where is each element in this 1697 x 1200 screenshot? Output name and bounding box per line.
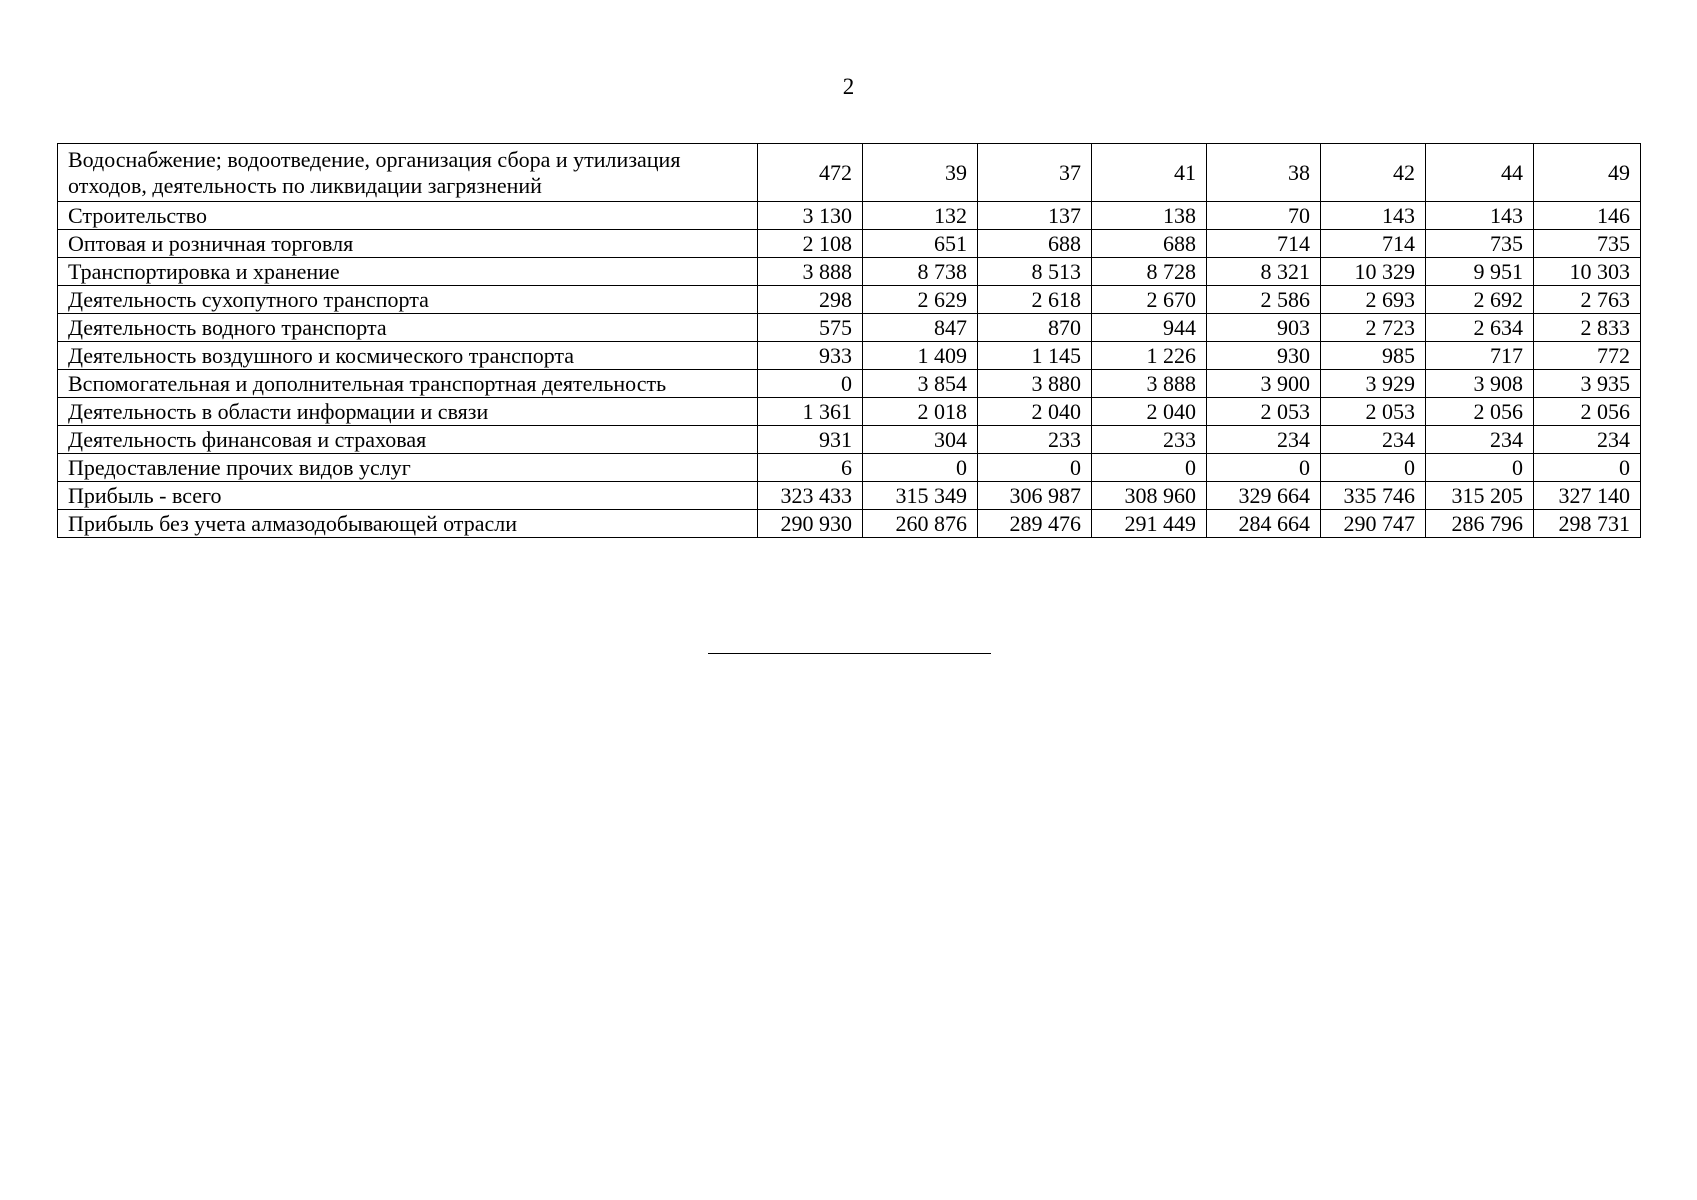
value-cell: 38 [1207, 144, 1321, 202]
table-row [58, 314, 1641, 342]
value-cell: 772 [1534, 342, 1641, 370]
value-cell: 0 [1534, 454, 1641, 482]
value-cell: 146 [1534, 202, 1641, 230]
row-label: Прибыль без учета алмазодобывающей отрасли [58, 510, 758, 538]
table-row [58, 202, 1641, 230]
value-cell: 298 731 [1534, 510, 1641, 538]
value-cell: 234 [1321, 426, 1426, 454]
row-label: Деятельность водного транспорта [58, 314, 758, 342]
value-cell: 930 [1207, 342, 1321, 370]
value-cell: 143 [1426, 202, 1534, 230]
value-cell: 233 [1092, 426, 1207, 454]
table-row [58, 398, 1641, 426]
value-cell: 335 746 [1321, 482, 1426, 510]
value-cell: 138 [1092, 202, 1207, 230]
value-cell: 1 226 [1092, 342, 1207, 370]
value-cell: 3 908 [1426, 370, 1534, 398]
value-cell: 2 634 [1426, 314, 1534, 342]
value-cell: 0 [1321, 454, 1426, 482]
value-cell: 735 [1426, 230, 1534, 258]
value-cell: 6 [758, 454, 863, 482]
row-label: Предоставление прочих видов услуг [58, 454, 758, 482]
row-label: Деятельность сухопутного транспорта [58, 286, 758, 314]
value-cell: 329 664 [1207, 482, 1321, 510]
value-cell: 3 888 [758, 258, 863, 286]
value-cell: 49 [1534, 144, 1641, 202]
value-cell: 3 929 [1321, 370, 1426, 398]
table-row [58, 482, 1641, 510]
row-label: Транспортировка и хранение [58, 258, 758, 286]
value-cell: 575 [758, 314, 863, 342]
value-cell: 8 513 [978, 258, 1092, 286]
value-cell: 8 738 [863, 258, 978, 286]
row-label: Деятельность воздушного и космического транспорта [58, 342, 758, 370]
value-cell: 70 [1207, 202, 1321, 230]
value-cell: 2 586 [1207, 286, 1321, 314]
value-cell: 10 303 [1534, 258, 1641, 286]
value-cell: 304 [863, 426, 978, 454]
value-cell: 1 409 [863, 342, 978, 370]
table-row [58, 454, 1641, 482]
value-cell: 903 [1207, 314, 1321, 342]
value-cell: 234 [1207, 426, 1321, 454]
value-cell: 290 930 [758, 510, 863, 538]
value-cell: 931 [758, 426, 863, 454]
value-cell: 688 [1092, 230, 1207, 258]
value-cell: 933 [758, 342, 863, 370]
value-cell: 2 692 [1426, 286, 1534, 314]
value-cell: 2 763 [1534, 286, 1641, 314]
value-cell: 291 449 [1092, 510, 1207, 538]
value-cell: 233 [978, 426, 1092, 454]
value-cell: 714 [1321, 230, 1426, 258]
value-cell: 3 854 [863, 370, 978, 398]
value-cell: 10 329 [1321, 258, 1426, 286]
table-row [58, 510, 1641, 538]
value-cell: 315 205 [1426, 482, 1534, 510]
value-cell: 8 728 [1092, 258, 1207, 286]
row-label: Вспомогательная и дополнительная транспортная деятельность [58, 370, 758, 398]
value-cell: 2 056 [1426, 398, 1534, 426]
value-cell: 0 [863, 454, 978, 482]
value-cell: 234 [1426, 426, 1534, 454]
value-cell: 41 [1092, 144, 1207, 202]
row-label: Деятельность в области информации и связи [58, 398, 758, 426]
value-cell: 2 108 [758, 230, 863, 258]
value-cell: 1 361 [758, 398, 863, 426]
row-label: Оптовая и розничная торговля [58, 230, 758, 258]
value-cell: 2 723 [1321, 314, 1426, 342]
value-cell: 2 693 [1321, 286, 1426, 314]
value-cell: 44 [1426, 144, 1534, 202]
value-cell: 714 [1207, 230, 1321, 258]
value-cell: 132 [863, 202, 978, 230]
value-cell: 284 664 [1207, 510, 1321, 538]
value-cell: 0 [978, 454, 1092, 482]
value-cell: 651 [863, 230, 978, 258]
value-cell: 2 670 [1092, 286, 1207, 314]
table-row [58, 258, 1641, 286]
row-label: Прибыль - всего [58, 482, 758, 510]
value-cell: 735 [1534, 230, 1641, 258]
value-cell: 2 040 [978, 398, 1092, 426]
value-cell: 2 053 [1207, 398, 1321, 426]
row-label: Водоснабжение; водоотведение, организация сбора и утилизация отходов, деятельность по ликвидации загрязнений [58, 144, 758, 202]
table-row [58, 230, 1641, 258]
table-row [58, 426, 1641, 454]
value-cell: 3 935 [1534, 370, 1641, 398]
value-cell: 260 876 [863, 510, 978, 538]
value-cell: 0 [758, 370, 863, 398]
value-cell: 37 [978, 144, 1092, 202]
value-cell: 315 349 [863, 482, 978, 510]
value-cell: 2 018 [863, 398, 978, 426]
value-cell: 137 [978, 202, 1092, 230]
value-cell: 0 [1092, 454, 1207, 482]
value-cell: 717 [1426, 342, 1534, 370]
table-row [58, 342, 1641, 370]
value-cell: 9 951 [1426, 258, 1534, 286]
value-cell: 2 053 [1321, 398, 1426, 426]
value-cell: 2 056 [1534, 398, 1641, 426]
value-cell: 472 [758, 144, 863, 202]
value-cell: 290 747 [1321, 510, 1426, 538]
value-cell: 289 476 [978, 510, 1092, 538]
value-cell: 327 140 [1534, 482, 1641, 510]
value-cell: 847 [863, 314, 978, 342]
data-table [57, 143, 1641, 538]
row-label: Строительство [58, 202, 758, 230]
value-cell: 3 888 [1092, 370, 1207, 398]
value-cell: 306 987 [978, 482, 1092, 510]
value-cell: 688 [978, 230, 1092, 258]
value-cell: 944 [1092, 314, 1207, 342]
value-cell: 1 145 [978, 342, 1092, 370]
page-number: 2 [842, 74, 855, 99]
value-cell: 308 960 [1092, 482, 1207, 510]
value-cell: 870 [978, 314, 1092, 342]
value-cell: 2 833 [1534, 314, 1641, 342]
value-cell: 143 [1321, 202, 1426, 230]
value-cell: 2 618 [978, 286, 1092, 314]
value-cell: 323 433 [758, 482, 863, 510]
value-cell: 298 [758, 286, 863, 314]
end-separator-line [708, 653, 991, 654]
value-cell: 3 880 [978, 370, 1092, 398]
table-row [58, 144, 1641, 202]
value-cell: 2 040 [1092, 398, 1207, 426]
value-cell: 286 796 [1426, 510, 1534, 538]
value-cell: 42 [1321, 144, 1426, 202]
value-cell: 985 [1321, 342, 1426, 370]
value-cell: 0 [1426, 454, 1534, 482]
row-label: Деятельность финансовая и страховая [58, 426, 758, 454]
value-cell: 234 [1534, 426, 1641, 454]
value-cell: 2 629 [863, 286, 978, 314]
value-cell: 39 [863, 144, 978, 202]
table-body [58, 144, 1641, 538]
value-cell: 3 900 [1207, 370, 1321, 398]
value-cell: 3 130 [758, 202, 863, 230]
value-cell: 0 [1207, 454, 1321, 482]
value-cell: 8 321 [1207, 258, 1321, 286]
table-row [58, 370, 1641, 398]
table-row [58, 286, 1641, 314]
